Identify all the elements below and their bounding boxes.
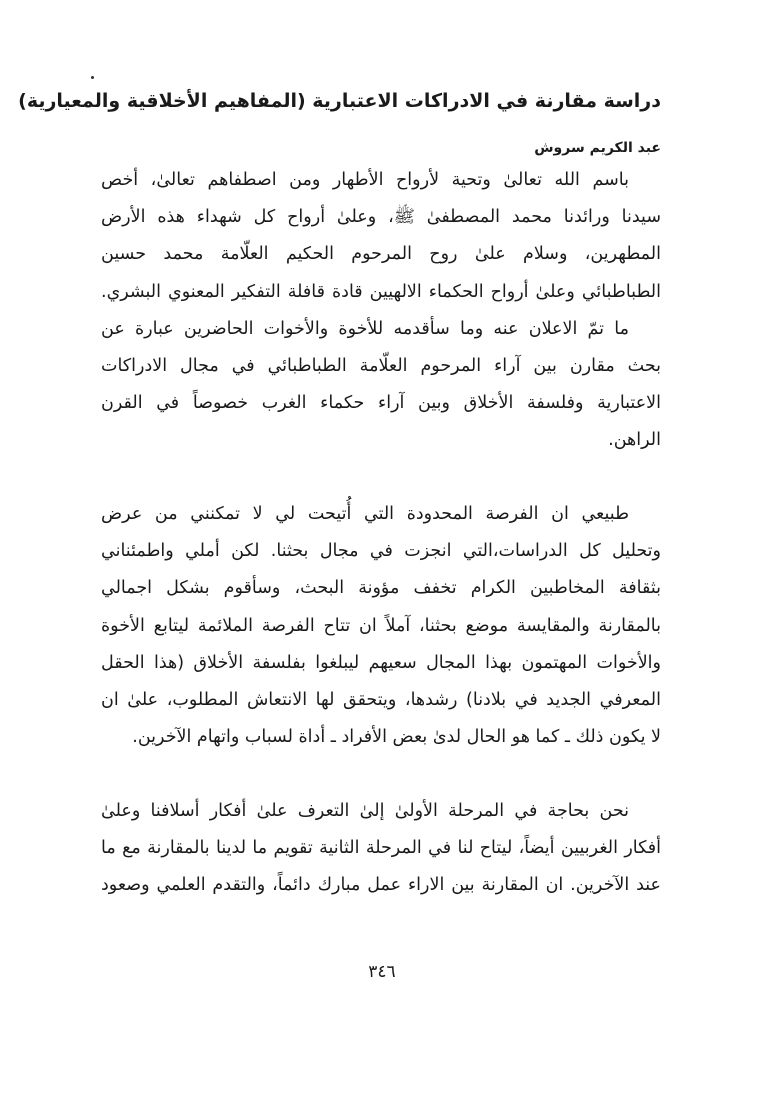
page-number: ٣٤٦ xyxy=(368,962,396,982)
author-name: عبد الكريم سروش xyxy=(534,140,661,156)
text-line: الاعتبارية وفلسفة الأخلاق وبين آراء حكماء الغرب خصوصاً في القرن xyxy=(101,393,661,414)
text-line: بثقافة المخاطبين الكرام تخفف مؤونة البحث، وسأقوم بشكل اجمالي xyxy=(101,578,661,599)
text-line: ما تمّ الاعلان عنه وما سأقدمه للأخوة والأخوات الحاضرين عبارة عن xyxy=(101,318,629,339)
text-line: لا يكون ذلك ـ كما هو الحال لدىٰ بعض الأفراد ـ أداة لسباب واتهام الآخرين. xyxy=(132,727,661,748)
text-line: نحن بحاجة في المرحلة الأولىٰ إلىٰ التعرف علىٰ أفكار أسلافنا وعلىٰ xyxy=(101,801,629,821)
text-line: المعرفي الجديد في بلادنا) رشدها، ويتحقق لها الانتعاش المطلوب، علىٰ ان xyxy=(101,689,661,710)
article-title: دراسة مقارنة في الادراكات الاعتبارية (المفاهيم الأخلاقية والمعيارية) xyxy=(18,90,661,112)
body-text-block-3 xyxy=(101,793,661,905)
paragraph-3 xyxy=(101,496,661,756)
text-line: طبيعي ان الفرصة المحدودة التي أُتيحت لي لا تمكنني من عرض xyxy=(101,504,629,524)
page-speck xyxy=(91,76,94,79)
paragraph-2 xyxy=(101,311,661,460)
paragraph-4 xyxy=(101,793,661,905)
text-line: أفكار الغربيين أيضاً، ليتاح لنا في المرحلة الثانية تقويم ما لدينا بالمقارنة مع ما xyxy=(101,838,661,859)
body-text-block-2 xyxy=(101,496,661,756)
text-line: المطهرين، وسلام علىٰ روح المرحوم الحكيم العلّامة محمد حسين xyxy=(101,244,661,265)
body-text-block-1 xyxy=(101,162,661,460)
text-line: الطباطبائي وعلىٰ أرواح الحكماء الالهيين قادة قافلة التفكير المعنوي البشري. xyxy=(101,281,661,302)
text-line: باسم الله تعالىٰ وتحية لأرواح الأطهار ومن اصطفاهم تعالىٰ، أخص xyxy=(101,170,629,190)
text-line: والأخوات المهتمون بهذا المجال سعيهم ليبلغوا بفلسفة الأخلاق (هذا الحقل xyxy=(101,652,661,673)
text-line: بحث مقارن بين آراء المرحوم العلّامة الطباطبائي في مجال الادراكات xyxy=(101,355,661,376)
text-line: وتحليل كل الدراسات،التي انجزت في مجال بحثنا. لكن أملي واطمئناني xyxy=(101,541,661,562)
paragraph-1 xyxy=(101,162,661,311)
text-line: بالمقارنة والمقايسة موضع بحثنا، آملاً ان تتاح الفرصة الملائمة ليتابع الأخوة xyxy=(101,615,661,636)
text-line: عند الآخرين. ان المقارنة بين الاراء عمل مبارك دائماً، والتقدم العلمي وصعود xyxy=(101,875,661,896)
text-line: سيدنا ورائدنا محمد المصطفىٰ ﷺ، وعلىٰ أرواح كل شهداء هذه الأرض xyxy=(101,207,661,228)
text-line: الراهن. xyxy=(608,430,661,451)
